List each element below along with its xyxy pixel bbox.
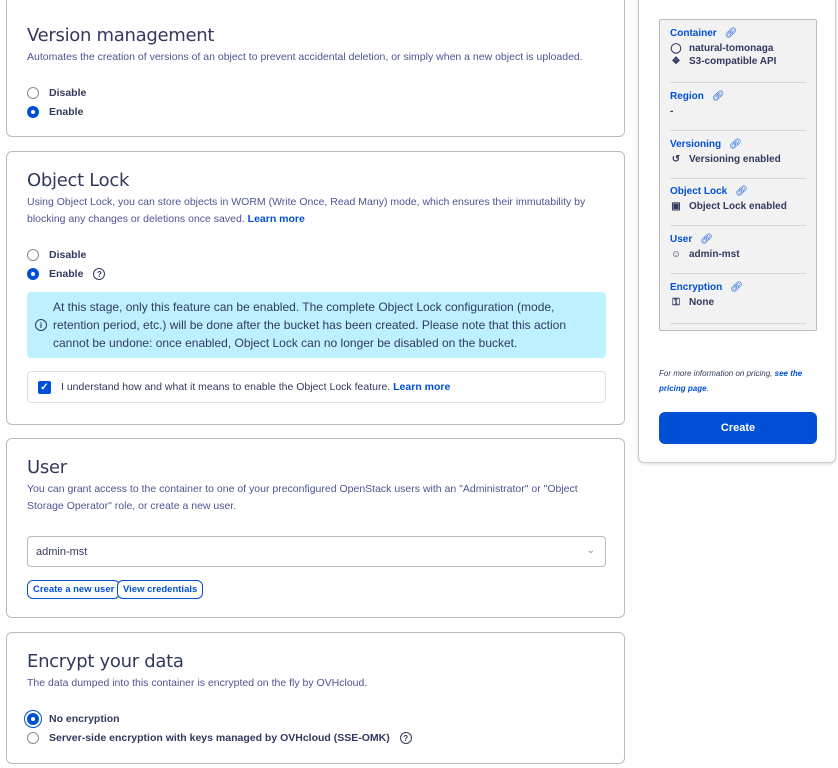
info-icon: i — [35, 319, 47, 331]
user-card — [6, 438, 625, 618]
sse-omk-radio[interactable] — [27, 731, 412, 745]
encryption-card — [6, 632, 625, 764]
versioning-enable-radio[interactable] — [27, 105, 83, 119]
create-new-user-button[interactable]: Create a new user — [27, 580, 120, 599]
summary-encryption — [670, 282, 806, 324]
versioning-card — [6, 0, 625, 137]
acknowledge-text — [61, 381, 450, 393]
help-icon[interactable]: ? — [400, 732, 412, 744]
versioning-title: Version management — [27, 25, 215, 46]
pricing-end: . — [706, 384, 709, 393]
history-icon: ↺ — [671, 154, 681, 165]
summary-key — [670, 28, 806, 39]
summary-container — [670, 28, 806, 83]
summary-region — [670, 91, 806, 131]
summary-user-label: User — [670, 234, 693, 245]
object-lock-learn-more-link[interactable]: Learn more — [247, 213, 305, 225]
object-lock-title: Object Lock — [27, 170, 130, 191]
summary-object-lock-value: Object Lock enabled — [689, 201, 787, 212]
radio-control[interactable] — [27, 106, 39, 118]
summary-key — [670, 186, 806, 197]
summary-container-name: natural-tomonaga — [689, 43, 774, 54]
info-message-text: At this stage, only this feature can be enabled. The complete Object Lock configuration (mode, retention period, etc.) will be done after the bucket has been created. Please note that this action cannot be undone: once enabled, Object Lock can no longer be disabled on the bucket. — [53, 300, 566, 350]
summary-object-lock-label: Object Lock — [670, 186, 728, 197]
versioning-disable-radio[interactable] — [27, 86, 86, 100]
summary-key — [670, 234, 806, 245]
summary-encryption-label: Encryption — [670, 282, 723, 293]
acknowledge-checkbox[interactable]: ✓ — [38, 381, 51, 394]
object-lock-description — [27, 194, 596, 228]
summary-versioning-label: Versioning — [670, 139, 722, 150]
key-icon: ⚿ — [672, 297, 680, 308]
object-lock-acknowledge[interactable] — [27, 371, 606, 403]
summary-value — [670, 43, 806, 54]
radio-label: No encryption — [49, 713, 120, 725]
help-icon[interactable]: ? — [93, 268, 105, 280]
link-icon[interactable]: 🔗︎ — [700, 234, 713, 245]
radio-control[interactable] — [27, 268, 39, 280]
folder-lock-icon: ▣ — [671, 201, 681, 212]
pricing-text: For more information on pricing, — [659, 369, 773, 378]
radio-control[interactable] — [27, 87, 39, 99]
radio-control[interactable] — [27, 713, 39, 725]
tag-icon: ◯︎ — [670, 43, 682, 54]
summary-sidebar — [638, 0, 836, 463]
summary-key — [670, 91, 806, 102]
summary-region-label: Region — [670, 91, 704, 102]
summary-value — [670, 297, 806, 308]
object-lock-enable-radio[interactable] — [27, 267, 105, 281]
summary-value — [670, 106, 806, 117]
radio-label: Enable — [49, 106, 84, 118]
acknowledge-label: I understand how and what it means to enable the Object Lock feature. — [61, 381, 391, 393]
summary-value — [670, 154, 806, 165]
summary-user-value: admin-mst — [689, 249, 740, 260]
radio-label: Enable — [49, 268, 84, 280]
radio-label: Disable — [49, 87, 87, 99]
summary-object-lock — [670, 186, 806, 226]
user-description: You can grant access to the container to one of your preconfigured OpenStack users with an "Administrator" or "Object Storage Operator" role, or create a new user. — [27, 483, 578, 512]
object-lock-card — [6, 151, 625, 425]
encryption-description: The data dumped into this container is encrypted on the fly by OVHcloud. — [27, 677, 368, 689]
summary-region-value: - — [670, 106, 674, 117]
chevron-down-icon: ⌄ — [586, 545, 595, 556]
object-lock-disable-radio[interactable] — [27, 248, 86, 262]
summary-value — [670, 56, 806, 67]
summary-container-label: Container — [670, 28, 717, 39]
summary-versioning-value: Versioning enabled — [689, 154, 781, 165]
user-select-value: admin-mst — [36, 545, 88, 558]
summary-key — [670, 282, 806, 293]
link-icon[interactable]: 🔗︎ — [735, 186, 748, 197]
link-icon[interactable]: 🔗︎ — [730, 282, 743, 293]
user-icon: ☺ — [670, 249, 682, 260]
no-encryption-radio[interactable] — [27, 712, 120, 726]
radio-control[interactable] — [27, 249, 39, 261]
summary-value — [670, 249, 806, 260]
view-credentials-button[interactable]: View credentials — [117, 580, 203, 599]
pricing-page-link[interactable]: see the pricing page — [659, 369, 803, 393]
puzzle-icon: ❖ — [671, 56, 681, 67]
versioning-description: Automates the creation of versions of an object to prevent accidental deletion, or simply when a new object is uploaded. — [27, 51, 583, 63]
pricing-note — [659, 366, 824, 396]
summary-panel — [659, 19, 817, 331]
radio-control[interactable] — [27, 732, 39, 744]
summary-container-api: S3-compatible API — [689, 56, 777, 67]
summary-encryption-value: None — [689, 297, 714, 308]
summary-key — [670, 139, 806, 150]
acknowledge-learn-more-link[interactable]: Learn more — [393, 381, 451, 393]
radio-label: Disable — [49, 249, 87, 261]
encryption-title: Encrypt your data — [27, 651, 184, 672]
user-select[interactable] — [27, 536, 606, 567]
radio-label: Server-side encryption with keys managed by OVHcloud (SSE-OMK) — [49, 732, 390, 744]
object-lock-description-text: Using Object Lock, you can store objects in WORM (Write Once, Read Many) mode, which ensures their immutability by blocking any changes or deletions once saved. — [27, 196, 586, 225]
user-title: User — [27, 457, 67, 478]
create-button[interactable]: Create — [659, 412, 817, 444]
link-icon[interactable]: 🔗︎ — [724, 28, 738, 39]
summary-versioning — [670, 139, 806, 179]
object-lock-info-message — [27, 292, 606, 358]
summary-user — [670, 234, 806, 274]
summary-value — [670, 201, 806, 212]
link-icon[interactable]: 🔗︎ — [729, 139, 742, 150]
link-icon[interactable]: 🔗︎ — [711, 91, 725, 102]
